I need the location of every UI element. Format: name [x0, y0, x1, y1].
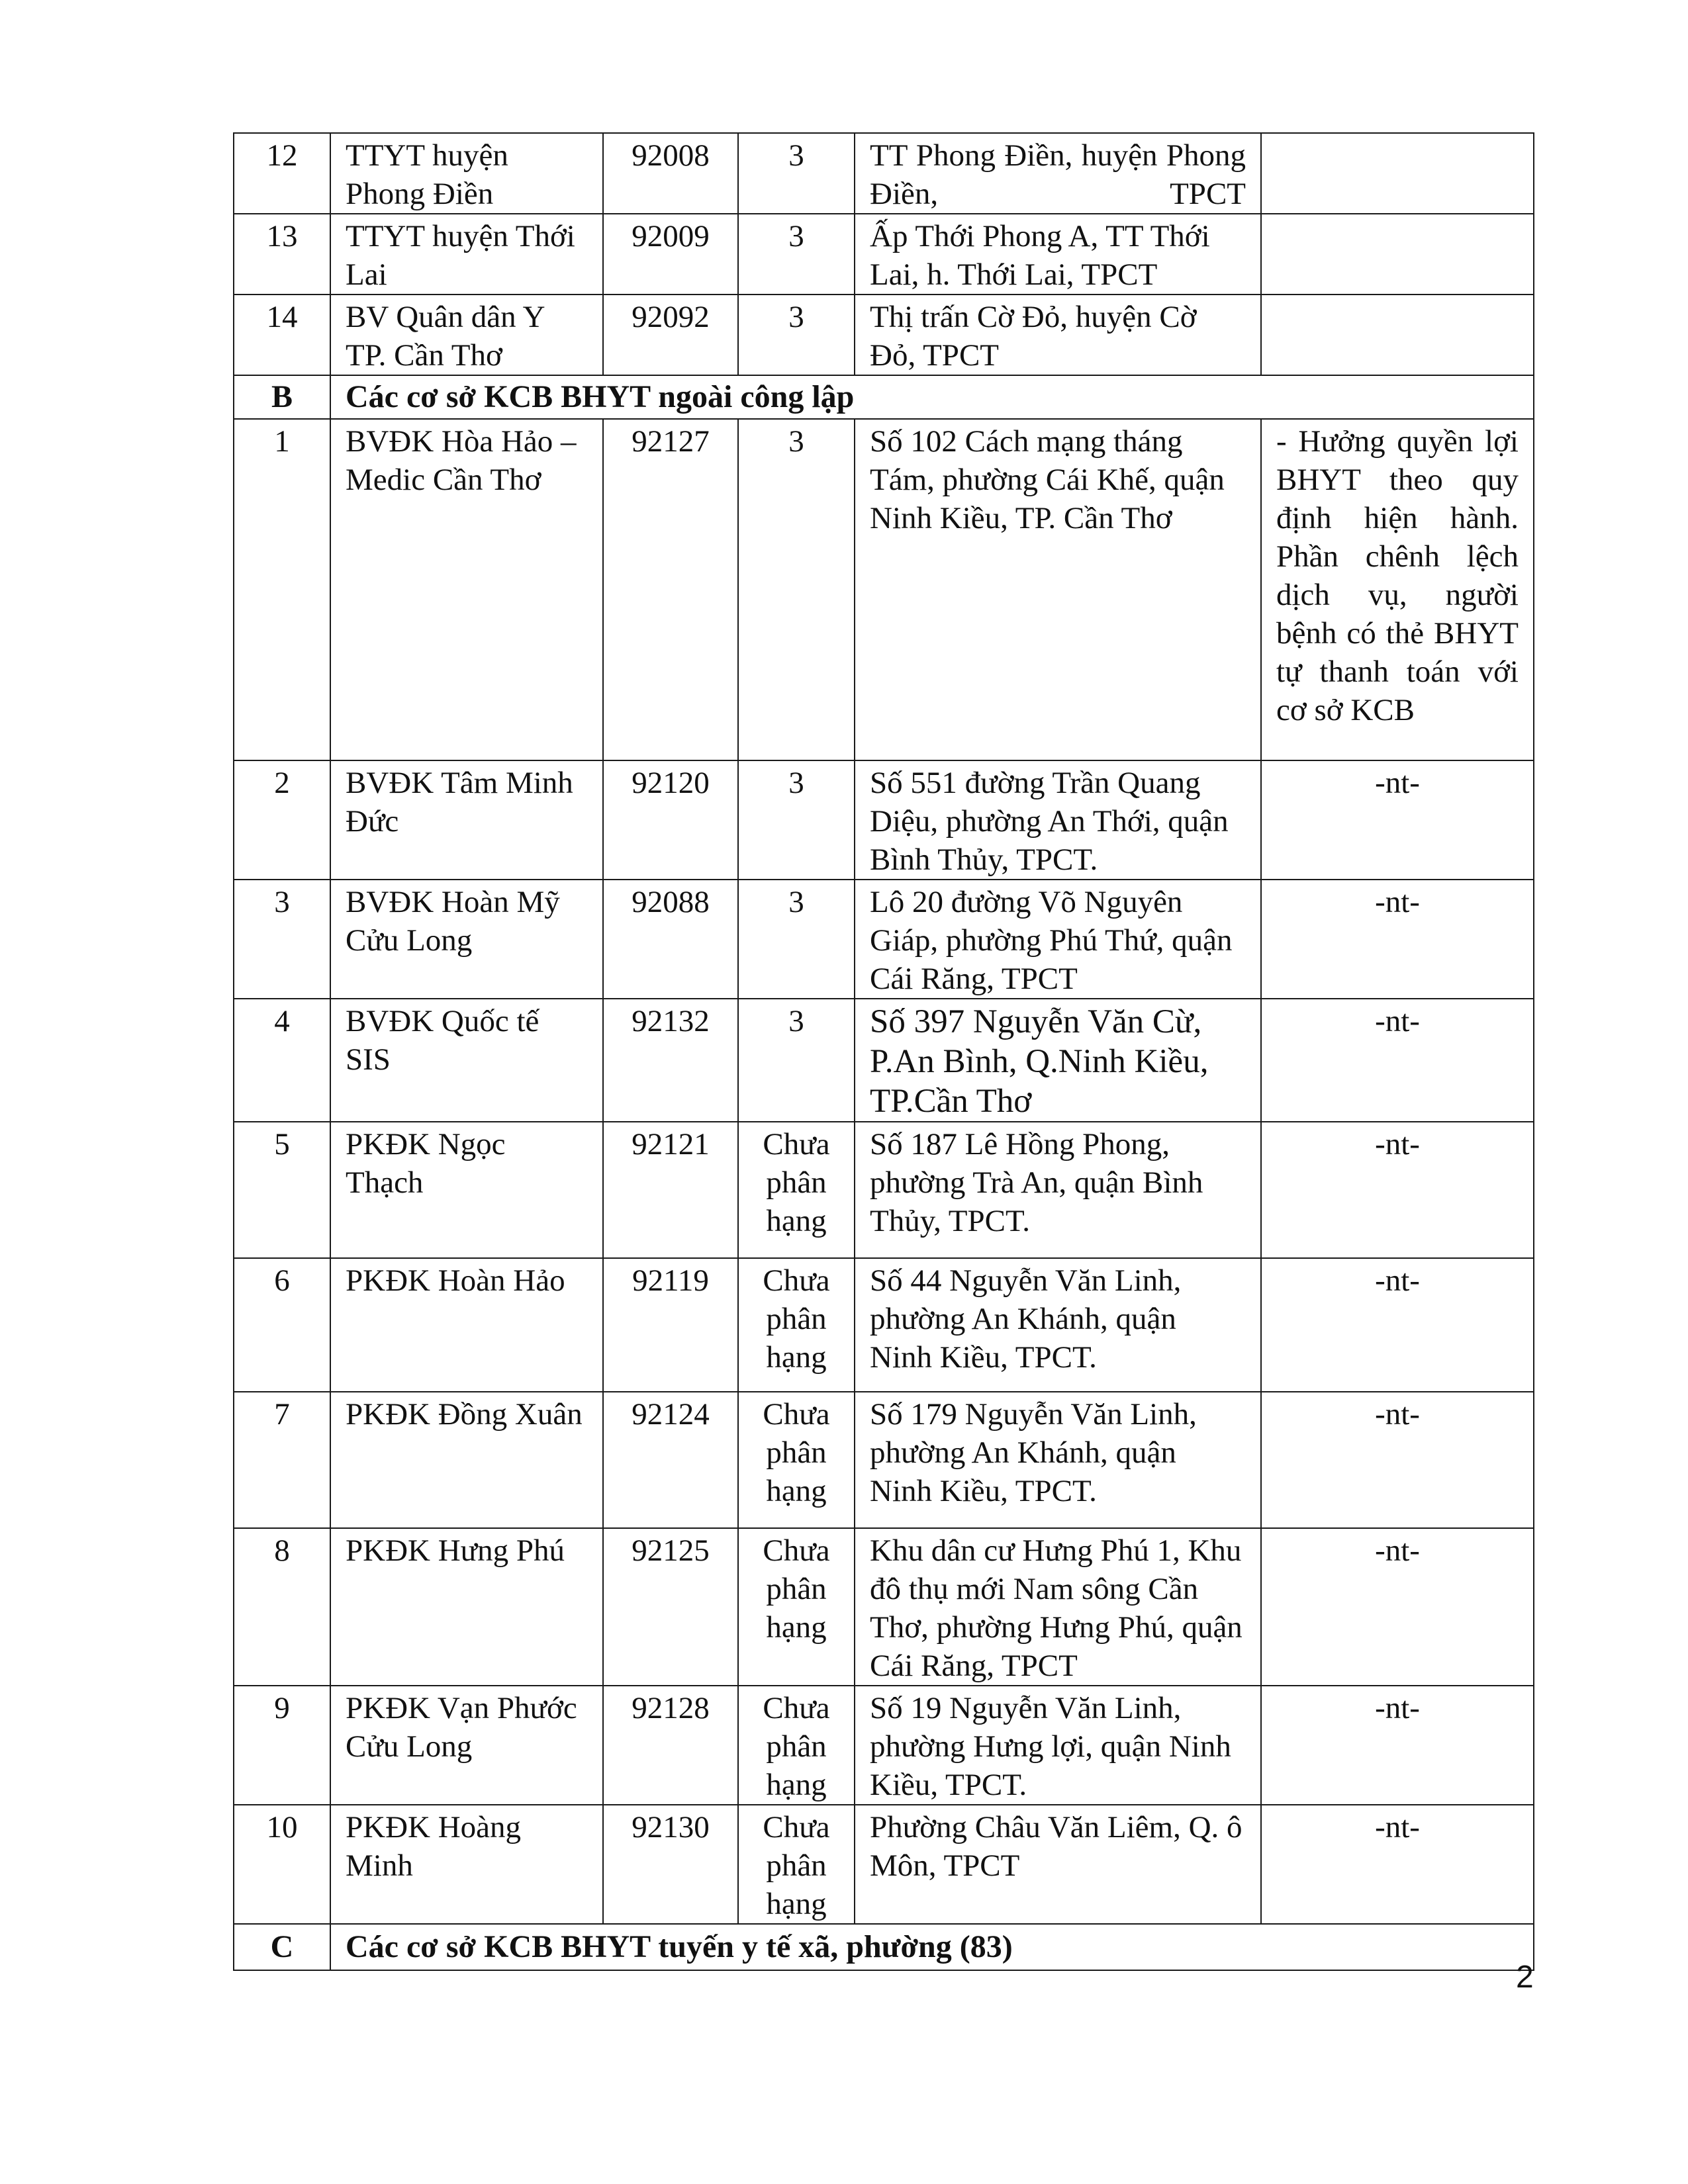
facility-code: 92119 [603, 1258, 738, 1392]
section-label: C [234, 1924, 330, 1970]
facility-code: 92088 [603, 880, 738, 999]
row-number: 2 [234, 760, 330, 880]
facility-address: Lô 20 đường Võ Nguyên Giáp, phường Phú Thứ, quận Cái Răng, TPCT [855, 880, 1261, 999]
facility-name: PKĐK Đồng Xuân [330, 1392, 603, 1528]
facility-rank: 3 [738, 214, 855, 295]
facility-rank: Chưa phân hạng [738, 1258, 855, 1392]
page-number: 2 [1516, 1960, 1534, 1995]
facility-rank: 3 [738, 999, 855, 1122]
row-number: 8 [234, 1528, 330, 1686]
table-row [234, 1122, 1534, 1258]
facility-code: 92008 [603, 133, 738, 214]
facility-address: Số 44 Nguyễn Văn Linh, phường An Khánh, quận Ninh Kiều, TPCT. [855, 1258, 1261, 1392]
facility-rank: Chưa phân hạng [738, 1805, 855, 1924]
table-row [234, 1392, 1534, 1528]
facility-address: Số 397 Nguyễn Văn Cừ, P.An Bình, Q.Ninh Kiều, TP.Cần Thơ [855, 999, 1261, 1122]
facility-code: 92127 [603, 419, 738, 760]
facility-address: Số 102 Cách mạng tháng Tám, phường Cái Khế, quận Ninh Kiều, TP. Cần Thơ [855, 419, 1261, 760]
facility-rank: Chưa phân hạng [738, 1686, 855, 1805]
facility-table [233, 132, 1534, 1971]
facility-rank: Chưa phân hạng [738, 1392, 855, 1528]
facility-code: 92128 [603, 1686, 738, 1805]
facility-code: 92130 [603, 1805, 738, 1924]
facility-note: -nt- [1261, 999, 1534, 1122]
facility-note: -nt- [1261, 760, 1534, 880]
row-number: 3 [234, 880, 330, 999]
facility-name: BVĐK Quốc tế SIS [330, 999, 603, 1122]
facility-name: PKĐK Hưng Phú [330, 1528, 603, 1686]
section-header-c [234, 1924, 1534, 1970]
facility-rank: 3 [738, 880, 855, 999]
table-row [234, 419, 1534, 760]
facility-code: 92121 [603, 1122, 738, 1258]
facility-note [1261, 214, 1534, 295]
facility-name: PKĐK Hoàn Hảo [330, 1258, 603, 1392]
facility-address: Ấp Thới Phong A, TT Thới Lai, h. Thới Lai, TPCT [855, 214, 1261, 295]
facility-code: 92120 [603, 760, 738, 880]
facility-name: BV Quân dân Y TP. Cần Thơ [330, 295, 603, 375]
facility-name: BVĐK Hoàn Mỹ Cửu Long [330, 880, 603, 999]
facility-rank: 3 [738, 760, 855, 880]
facility-note [1261, 133, 1534, 214]
facility-address: Khu dân cư Hưng Phú 1, Khu đô thụ mới Nam sông Cần Thơ, phường Hưng Phú, quận Cái Răng, TPCT [855, 1528, 1261, 1686]
row-number: 1 [234, 419, 330, 760]
table-row [234, 999, 1534, 1122]
table-row [234, 214, 1534, 295]
row-number: 13 [234, 214, 330, 295]
facility-address: TT Phong Điền, huyện Phong Điền, TPCT [855, 133, 1261, 214]
facility-address: Số 551 đường Trần Quang Diệu, phường An Thới, quận Bình Thủy, TPCT. [855, 760, 1261, 880]
facility-rank: 3 [738, 419, 855, 760]
facility-code: 92092 [603, 295, 738, 375]
row-number: 4 [234, 999, 330, 1122]
facility-note: -nt- [1261, 880, 1534, 999]
row-number: 9 [234, 1686, 330, 1805]
facility-name: PKĐK Vạn Phước Cửu Long [330, 1686, 603, 1805]
row-number: 14 [234, 295, 330, 375]
table-row [234, 1258, 1534, 1392]
table-row [234, 880, 1534, 999]
facility-name: BVĐK Tâm Minh Đức [330, 760, 603, 880]
facility-address: Phường Châu Văn Liêm, Q. ô Môn, TPCT [855, 1805, 1261, 1924]
facility-rank: Chưa phân hạng [738, 1528, 855, 1686]
facility-rank: 3 [738, 295, 855, 375]
facility-address: Số 19 Nguyễn Văn Linh, phường Hưng lợi, quận Ninh Kiều, TPCT. [855, 1686, 1261, 1805]
facility-note [1261, 295, 1534, 375]
row-number: 7 [234, 1392, 330, 1528]
facility-name: BVĐK Hòa Hảo – Medic Cần Thơ [330, 419, 603, 760]
facility-name: TTYT huyện Thới Lai [330, 214, 603, 295]
facility-note: -nt- [1261, 1528, 1534, 1686]
facility-rank: 3 [738, 133, 855, 214]
row-number: 5 [234, 1122, 330, 1258]
facility-address: Thị trấn Cờ Đỏ, huyện Cờ Đỏ, TPCT [855, 295, 1261, 375]
table-row [234, 133, 1534, 214]
facility-note: -nt- [1261, 1686, 1534, 1805]
facility-name: PKĐK Hoàng Minh [330, 1805, 603, 1924]
facility-code: 92125 [603, 1528, 738, 1686]
row-number: 12 [234, 133, 330, 214]
facility-note: -nt- [1261, 1805, 1534, 1924]
table-row [234, 295, 1534, 375]
facility-code: 92132 [603, 999, 738, 1122]
facility-note: -nt- [1261, 1122, 1534, 1258]
facility-name: TTYT huyện Phong Điền [330, 133, 603, 214]
facility-rank: Chưa phân hạng [738, 1122, 855, 1258]
facility-code: 92009 [603, 214, 738, 295]
table-row [234, 760, 1534, 880]
facility-code: 92124 [603, 1392, 738, 1528]
facility-address: Số 179 Nguyễn Văn Linh, phường An Khánh, quận Ninh Kiều, TPCT. [855, 1392, 1261, 1528]
section-label: B [234, 375, 330, 419]
section-title: Các cơ sở KCB BHYT tuyến y tế xã, phường (83) [330, 1924, 1534, 1970]
row-number: 10 [234, 1805, 330, 1924]
section-title: Các cơ sở KCB BHYT ngoài công lập [330, 375, 1534, 419]
facility-name: PKĐK Ngọc Thạch [330, 1122, 603, 1258]
facility-note: -nt- [1261, 1258, 1534, 1392]
section-header-b [234, 375, 1534, 419]
table-row [234, 1805, 1534, 1924]
facility-address: Số 187 Lê Hồng Phong, phường Trà An, quận Bình Thủy, TPCT. [855, 1122, 1261, 1258]
row-number: 6 [234, 1258, 330, 1392]
table-row [234, 1686, 1534, 1805]
facility-note: -nt- [1261, 1392, 1534, 1528]
facility-note: - Hưởng quyền lợi BHYT theo quy định hiện hành. Phần chênh lệch dịch vụ, người bệnh có thẻ BHYT tự thanh toán với cơ sở KCB [1261, 419, 1534, 760]
table-row [234, 1528, 1534, 1686]
